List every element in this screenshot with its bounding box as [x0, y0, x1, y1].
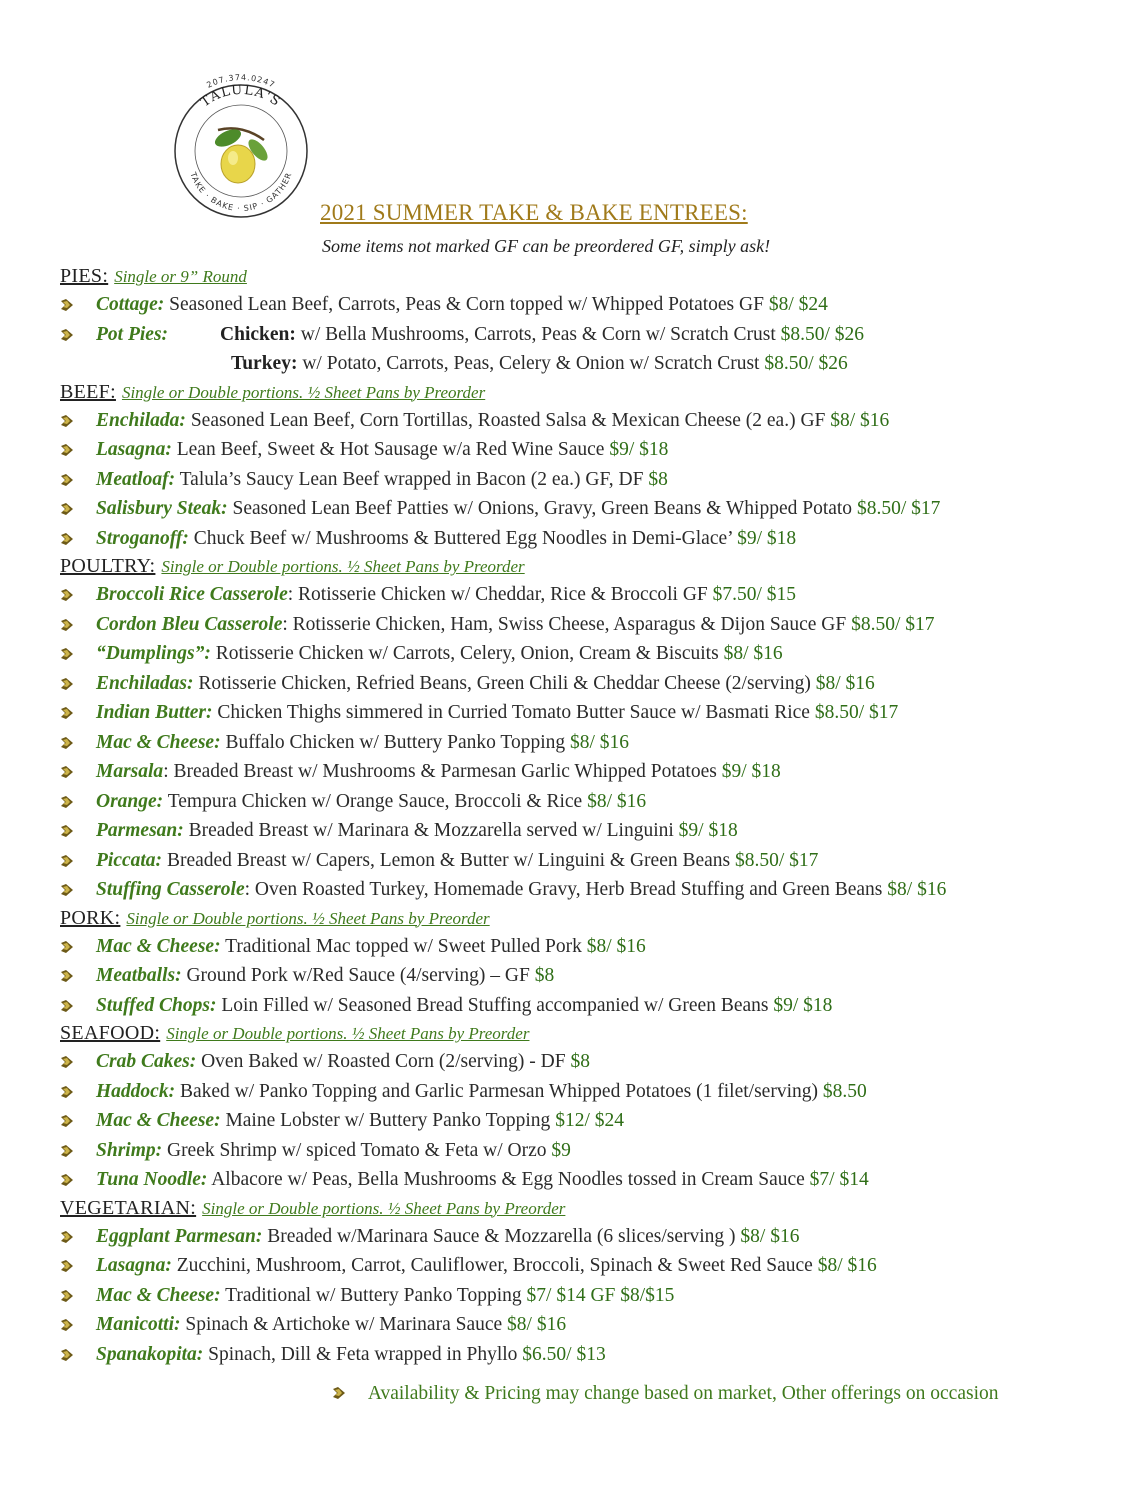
item-price: $9/ $18	[678, 820, 738, 841]
item-name: Meatballs:	[96, 965, 182, 986]
section-note: Single or Double portions. ½ Sheet Pans by Preorder	[121, 382, 486, 402]
section-note: Single or 9” Round	[114, 267, 247, 286]
menu-item	[60, 875, 1120, 905]
item-description: : Rotisserie Chicken w/ Cheddar, Rice & Broccoli GF	[287, 584, 708, 605]
item-price: $12/ $24	[555, 1110, 624, 1131]
bullet-icon	[60, 443, 74, 457]
bullet-icon	[60, 1085, 74, 1099]
item-price: $8.50	[822, 1080, 867, 1102]
item-description: Breaded w/Marinara Sauce & Mozzarella (6 slices/serving )	[267, 1225, 736, 1247]
menu-item	[60, 1077, 1120, 1107]
bullet-icon	[60, 532, 74, 546]
menu-item	[60, 580, 1120, 610]
item-name: Stroganoff:	[96, 527, 189, 549]
section-note: Single or Double portions. ½ Sheet Pans by Preorder	[166, 1024, 530, 1043]
item-price: $7/ $14 GF $8/$15	[526, 1284, 675, 1306]
section-name: VEGETARIAN:	[60, 1196, 197, 1219]
item-description: Spinach, Dill & Feta wrapped in Phyllo	[208, 1343, 518, 1365]
section-note: Single or Double portions. ½ Sheet Pans by Preorder	[202, 1198, 566, 1218]
menu-item	[60, 961, 1120, 991]
menu-item	[60, 1222, 1120, 1252]
svg-text:TALULA'S: TALULA'S	[198, 82, 284, 111]
item-description: Rotisserie Chicken, Refried Beans, Green Chili & Cheddar Cheese (2/serving)	[198, 672, 811, 694]
item-description: Traditional Mac topped w/ Sweet Pulled Pork	[225, 935, 582, 957]
section-name: PORK:	[60, 906, 121, 929]
menu-item	[60, 787, 1120, 817]
item-description: Albacore w/ Peas, Bella Mushrooms & Egg Noodles tossed in Cream Sauce	[211, 1169, 805, 1190]
footer-text: Availability & Pricing may change based on market, Other offerings on occasion	[367, 1383, 999, 1404]
section-header	[60, 1020, 1120, 1047]
item-name: Salisbury Steak:	[96, 498, 228, 519]
menu-item	[60, 1136, 1120, 1166]
section-name: BEEF:	[60, 380, 116, 403]
item-description: Baked w/ Panko Topping and Garlic Parmesan Whipped Potatoes (1 filet/serving)	[179, 1080, 818, 1102]
item-price: $8.50/ $17	[814, 702, 899, 723]
item-name: Mac & Cheese:	[96, 1110, 221, 1131]
menu-item	[60, 728, 1120, 758]
menu-item	[60, 465, 1120, 495]
section-header	[60, 905, 1120, 932]
menu-item	[60, 1281, 1120, 1311]
item-name: Shrimp:	[96, 1139, 163, 1161]
bullet-icon	[60, 1173, 74, 1187]
item-price: $8.50/ $17	[735, 849, 819, 871]
item-name: Indian Butter:	[96, 702, 213, 723]
item-name: Lasagna:	[96, 439, 172, 460]
bullet-icon	[60, 824, 74, 838]
talulas-logo	[162, 72, 320, 230]
item-price: $8/ $16	[830, 409, 890, 431]
item-name: Stuffing Casserole	[96, 879, 245, 900]
item-name: Crab Cakes:	[96, 1051, 197, 1072]
bullet-icon	[60, 1348, 74, 1362]
menu-item	[60, 698, 1120, 728]
item-name: Broccoli Rice Casserole	[96, 584, 288, 605]
item-description: : Oven Roasted Turkey, Homemade Gravy, Herb Bread Stuffing and Green Beans	[244, 879, 883, 900]
bullet-icon	[60, 1318, 74, 1332]
item-description: w/ Bella Mushrooms, Carrots, Peas & Corn w/ Scratch Crust	[300, 323, 776, 345]
item-name: Stuffed Chops:	[96, 994, 217, 1016]
item-name: Enchilada:	[96, 409, 186, 431]
menu-item	[60, 290, 1120, 320]
item-price: $9/ $18	[773, 994, 833, 1016]
bullet-icon	[60, 647, 74, 661]
bullet-icon	[60, 328, 74, 342]
item-name: Eggplant Parmesan:	[96, 1225, 263, 1247]
item-name: Orange:	[96, 790, 164, 812]
item-price: $8/ $24	[768, 294, 828, 315]
item-price: $9/ $18	[737, 527, 797, 549]
section-header	[60, 263, 1120, 290]
item-price: $8.50/ $26	[764, 353, 848, 374]
item-name: Cottage:	[96, 294, 165, 315]
item-price: $8.50/ $26	[780, 323, 865, 345]
bullet-icon	[60, 618, 74, 632]
menu-item	[60, 1047, 1120, 1077]
menu-item	[60, 349, 1120, 379]
bullet-icon	[60, 736, 74, 750]
bullet-icon	[60, 706, 74, 720]
item-price: $9	[551, 1139, 571, 1161]
item-description: Breaded Breast w/ Marinara & Mozzarella served w/ Linguini	[188, 820, 674, 841]
bullet-icon	[60, 414, 74, 428]
item-name: Lasagna:	[96, 1255, 172, 1276]
menu-item	[60, 991, 1120, 1021]
menu-item	[60, 610, 1120, 640]
section-name: PIES:	[60, 265, 109, 287]
item-description: w/ Potato, Carrots, Peas, Celery & Onion w/ Scratch Crust	[302, 353, 760, 374]
bullet-icon	[60, 1144, 74, 1158]
bullet-icon	[60, 795, 74, 809]
section-name: POULTRY:	[60, 555, 156, 577]
item-description: Buffalo Chicken w/ Buttery Panko Topping	[225, 731, 566, 753]
item-price: $7/ $14	[809, 1169, 869, 1190]
item-description: Seasoned Lean Beef, Carrots, Peas & Corn topped w/ Whipped Potatoes GF	[169, 294, 764, 315]
item-price: $8/ $16	[887, 879, 947, 900]
item-price: $8	[534, 965, 555, 986]
footer-note	[332, 1383, 999, 1405]
item-name: Enchiladas:	[96, 672, 194, 694]
item-price: $8.50/ $17	[851, 613, 935, 635]
item-description: Oven Baked w/ Roasted Corn (2/serving) - DF	[201, 1051, 566, 1072]
item-name: Cordon Bleu Casserole	[96, 613, 283, 635]
item-description: Ground Pork w/Red Sauce (4/serving) – GF	[186, 965, 530, 986]
bullet-icon	[60, 1259, 74, 1273]
item-description: Zucchini, Mushroom, Carrot, Cauliflower, Broccoli, Spinach & Sweet Red Sauce	[176, 1255, 813, 1276]
menu-item	[60, 846, 1120, 876]
section-note: Single or Double portions. ½ Sheet Pans by Preorder	[161, 557, 525, 576]
item-name: Marsala	[96, 761, 164, 782]
item-name: Mac & Cheese:	[96, 1284, 221, 1306]
item-price: $9/ $18	[721, 761, 781, 782]
item-description: Seasoned Lean Beef, Corn Tortillas, Roasted Salsa & Mexican Cheese (2 ea.) GF	[190, 409, 826, 431]
item-description: Tempura Chicken w/ Orange Sauce, Broccoli & Rice	[167, 790, 583, 812]
menu-item	[60, 669, 1120, 699]
bullet-icon	[60, 883, 74, 897]
bullet-icon	[60, 854, 74, 868]
bullet-icon	[60, 765, 74, 779]
item-price: $8/ $16	[817, 1255, 877, 1276]
bullet-icon	[60, 940, 74, 954]
bullet-icon	[60, 1289, 74, 1303]
section-header	[60, 553, 1120, 580]
menu-item	[60, 639, 1120, 669]
item-subtype: Turkey:	[231, 353, 298, 374]
menu-item	[60, 757, 1120, 787]
item-description: : Rotisserie Chicken, Ham, Swiss Cheese, Asparagus & Dijon Sauce GF	[282, 613, 847, 635]
menu-item	[60, 932, 1120, 962]
item-name: Meatloaf:	[96, 468, 176, 490]
item-subtype: Chicken:	[220, 323, 296, 345]
item-name: Haddock:	[96, 1080, 176, 1102]
item-price: $6.50/ $13	[522, 1343, 606, 1365]
item-price: $8/ $16	[815, 672, 875, 694]
page-subtitle: Some items not marked GF can be preordered GF, simply ask!	[322, 236, 771, 256]
menu-item	[60, 1165, 1120, 1195]
item-description: Traditional w/ Buttery Panko Topping	[225, 1284, 522, 1306]
item-description: Chicken Thighs simmered in Curried Tomato Butter Sauce w/ Basmati Rice	[217, 702, 810, 723]
bullet-icon	[60, 502, 74, 516]
item-price: $8	[570, 1051, 590, 1072]
bullet-icon	[60, 999, 74, 1013]
item-description: Maine Lobster w/ Buttery Panko Topping	[225, 1110, 551, 1131]
bullet-icon	[60, 588, 74, 602]
item-price: $8/ $16	[740, 1225, 800, 1247]
bullet-icon	[60, 677, 74, 691]
item-description: Rotisserie Chicken w/ Carrots, Celery, Onion, Cream & Biscuits	[215, 643, 719, 664]
menu-item	[60, 1251, 1120, 1281]
item-name: Mac & Cheese:	[96, 731, 221, 753]
item-description: Lean Beef, Sweet & Hot Sausage w/a Red Wine Sauce	[176, 439, 605, 460]
item-name: Pot Pies:	[96, 323, 169, 345]
section-header	[60, 379, 1120, 406]
item-price: $8/ $16	[507, 1314, 567, 1335]
menu-item	[60, 1106, 1120, 1136]
item-price: $7.50/ $15	[712, 584, 797, 605]
menu-item	[60, 524, 1120, 554]
menu-item	[60, 816, 1120, 846]
item-price: $8/ $16	[570, 731, 630, 753]
item-description: : Breaded Breast w/ Mushrooms & Parmesan Garlic Whipped Potatoes	[163, 761, 717, 782]
bullet-icon	[60, 1114, 74, 1128]
item-name: “Dumplings”:	[96, 643, 211, 664]
item-name: Spanakopita:	[96, 1343, 204, 1365]
bullet-icon	[60, 1230, 74, 1244]
section-note: Single or Double portions. ½ Sheet Pans by Preorder	[126, 908, 490, 928]
item-description: Greek Shrimp w/ spiced Tomato & Feta w/ Orzo	[166, 1139, 547, 1161]
item-price: $8.50/ $17	[856, 498, 941, 519]
item-name: Parmesan:	[96, 820, 184, 841]
menu-item	[60, 406, 1120, 436]
item-name: Manicotti:	[96, 1314, 181, 1335]
item-description: Seasoned Lean Beef Patties w/ Onions, Gravy, Green Beans & Whipped Potato	[232, 498, 853, 519]
item-description: Chuck Beef w/ Mushrooms & Buttered Egg Noodles in Demi-Glace’	[193, 527, 733, 549]
item-description: Talula’s Saucy Lean Beef wrapped in Bacon (2 ea.) GF, DF	[179, 468, 644, 490]
bullet-icon	[60, 969, 74, 983]
bullet-icon	[60, 1055, 74, 1069]
item-name: Piccata:	[96, 849, 163, 871]
menu-item	[60, 435, 1120, 465]
item-description: Loin Filled w/ Seasoned Bread Stuffing accompanied w/ Green Beans	[221, 994, 769, 1016]
svg-text:TAKE · BAKE · SIP · GATHER: TAKE · BAKE · SIP · GATHER	[188, 170, 294, 214]
item-description: Spinach & Artichoke w/ Marinara Sauce	[185, 1314, 508, 1335]
svg-text:207.374.0247: 207.374.0247	[205, 72, 277, 90]
menu-item	[60, 494, 1120, 524]
item-price: $8/ $16	[723, 643, 783, 664]
menu-item	[60, 1310, 1120, 1340]
bullet-icon	[60, 298, 74, 312]
menu-item	[60, 1340, 1120, 1370]
item-price: $9/ $18	[609, 439, 669, 460]
section-header	[60, 1195, 1120, 1222]
menu-list	[60, 263, 1120, 1369]
item-name: Mac & Cheese:	[96, 935, 221, 957]
item-price: $8/ $16	[586, 935, 646, 957]
item-price: $8/ $16	[587, 790, 647, 812]
item-description: Breaded Breast w/ Capers, Lemon & Butter w/ Linguini & Green Beans	[166, 849, 731, 871]
item-name: Tuna Noodle:	[96, 1169, 208, 1190]
page-title: 2021 SUMMER TAKE & BAKE ENTREES:	[320, 200, 748, 225]
item-price: $8	[648, 468, 668, 490]
menu-item	[60, 320, 1120, 350]
bullet-icon	[332, 1386, 346, 1400]
bullet-icon	[60, 473, 74, 487]
section-name: SEAFOOD:	[60, 1022, 161, 1044]
lemon-branch-icon	[162, 72, 320, 230]
